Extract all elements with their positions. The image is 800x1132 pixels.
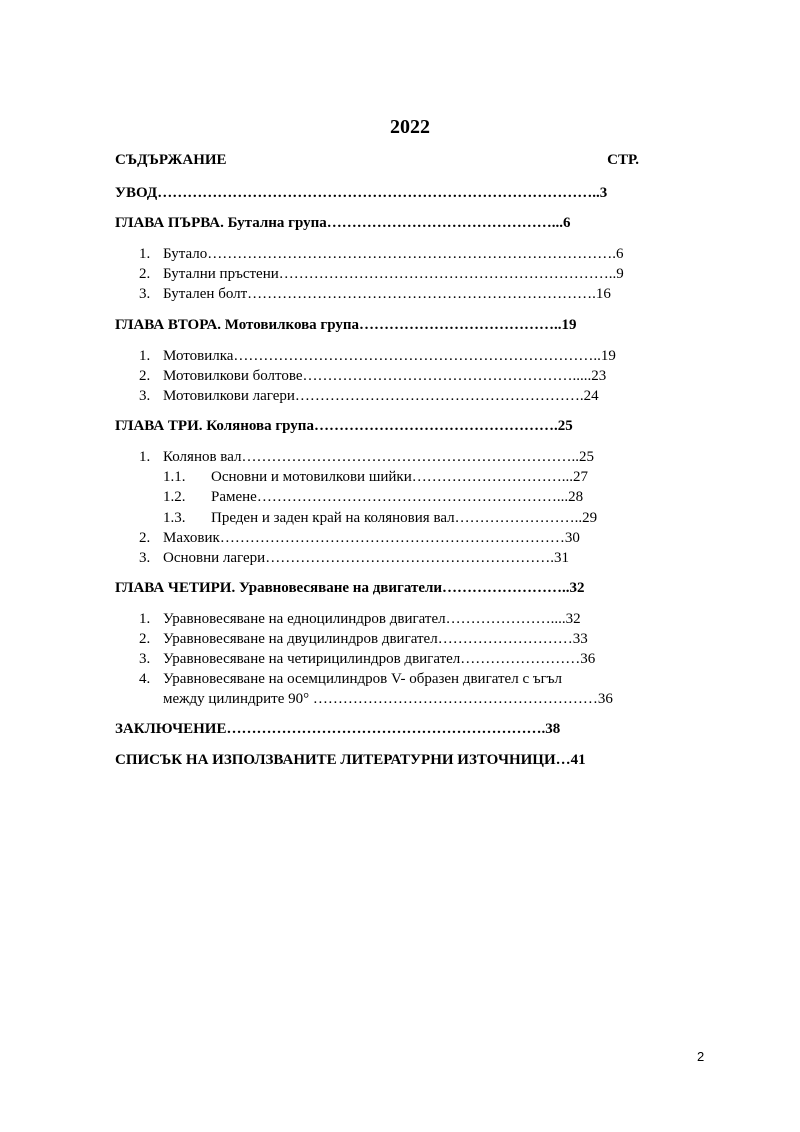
toc-subitem: Преден и заден край на коляновия вал……………………..29: [211, 510, 598, 526]
toc-chapter-3: ГЛАВА ТРИ. Колянова група………………………………………….25: [115, 418, 573, 434]
toc-item-number: 1.: [139, 246, 151, 262]
toc-subitem: Основни и мотовилкови шийки…………………………...27: [211, 469, 588, 485]
toc-item: Бутало……………………………………………………………………….6: [163, 246, 624, 262]
toc-entry-conclusion: ЗАКЛЮЧЕНИЕ……………………………………………………….38: [115, 721, 561, 737]
toc-item-continuation: между цилиндрите 90° …………………………………………………36: [163, 691, 613, 707]
toc-chapter-4: ГЛАВА ЧЕТИРИ. Уравновесяване на двигатели……………………..32: [115, 580, 585, 596]
toc-item: Уравновесяване на четирицилиндров двигател……………………36: [163, 651, 596, 667]
toc-item: Мотовилка………………………………………………………………..19: [163, 348, 616, 364]
toc-item-number: 1.: [139, 348, 151, 364]
toc-subitem-number: 1.2.: [163, 489, 186, 505]
toc-item-number: 2.: [139, 368, 151, 384]
document-year: 2022: [390, 116, 430, 138]
toc-item: Мотовилкови болтове……………………………………………….....23: [163, 368, 607, 384]
toc-item: Бутални пръстени…………………………………………………………..9: [163, 266, 624, 282]
toc-item-number: 1.: [139, 611, 151, 627]
toc-item-number: 4.: [139, 671, 151, 687]
toc-item: Основни лагери………………………………………………….31: [163, 550, 569, 566]
toc-subitem-number: 1.3.: [163, 510, 186, 526]
toc-subitem-number: 1.1.: [163, 469, 186, 485]
toc-item-number: 3.: [139, 651, 151, 667]
toc-item: Уравновесяване на едноцилиндров двигател…………………....32: [163, 611, 581, 627]
toc-item-number: 2.: [139, 530, 151, 546]
toc-item-number: 3.: [139, 286, 151, 302]
toc-subitem: Рамене……………………………………………………...28: [211, 489, 584, 505]
toc-entry-references: СПИСЪК НА ИЗПОЛЗВАНИТЕ ЛИТЕРАТУРНИ ИЗТОЧНИЦИ…41: [115, 752, 586, 768]
toc-item: Уравновесяване на осемцилиндров V- образен двигател с ъгъл: [163, 671, 563, 687]
toc-item: Колянов вал…………………………………………………………..25: [163, 449, 594, 465]
toc-chapter-1: ГЛАВА ПЪРВА. Бутална група………………………………………...6: [115, 215, 571, 231]
page-column-label: СТР.: [607, 152, 639, 168]
toc-item-number: 3.: [139, 550, 151, 566]
toc-item-number: 2.: [139, 631, 151, 647]
toc-item-number: 2.: [139, 266, 151, 282]
page-number: 2: [697, 1049, 705, 1064]
toc-header: [115, 152, 639, 169]
toc-item: Маховик……………………………………………………………30: [163, 530, 580, 546]
toc-item: Бутален болт…………………………………………………………….16: [163, 286, 611, 302]
contents-heading: СЪДЪРЖАНИЕ: [115, 152, 227, 168]
toc-item-number: 3.: [139, 388, 151, 404]
toc-chapter-2: ГЛАВА ВТОРА. Мотовилкова група…………………………………..19: [115, 317, 577, 333]
toc-item: Мотовилкови лагери………………………………………………….24: [163, 388, 599, 404]
toc-item: Уравновесяване на двуцилиндров двигател………………………33: [163, 631, 588, 647]
toc-item-number: 1.: [139, 449, 151, 465]
toc-entry-intro: УВОД……………………………………………………………………………..3: [115, 185, 608, 201]
